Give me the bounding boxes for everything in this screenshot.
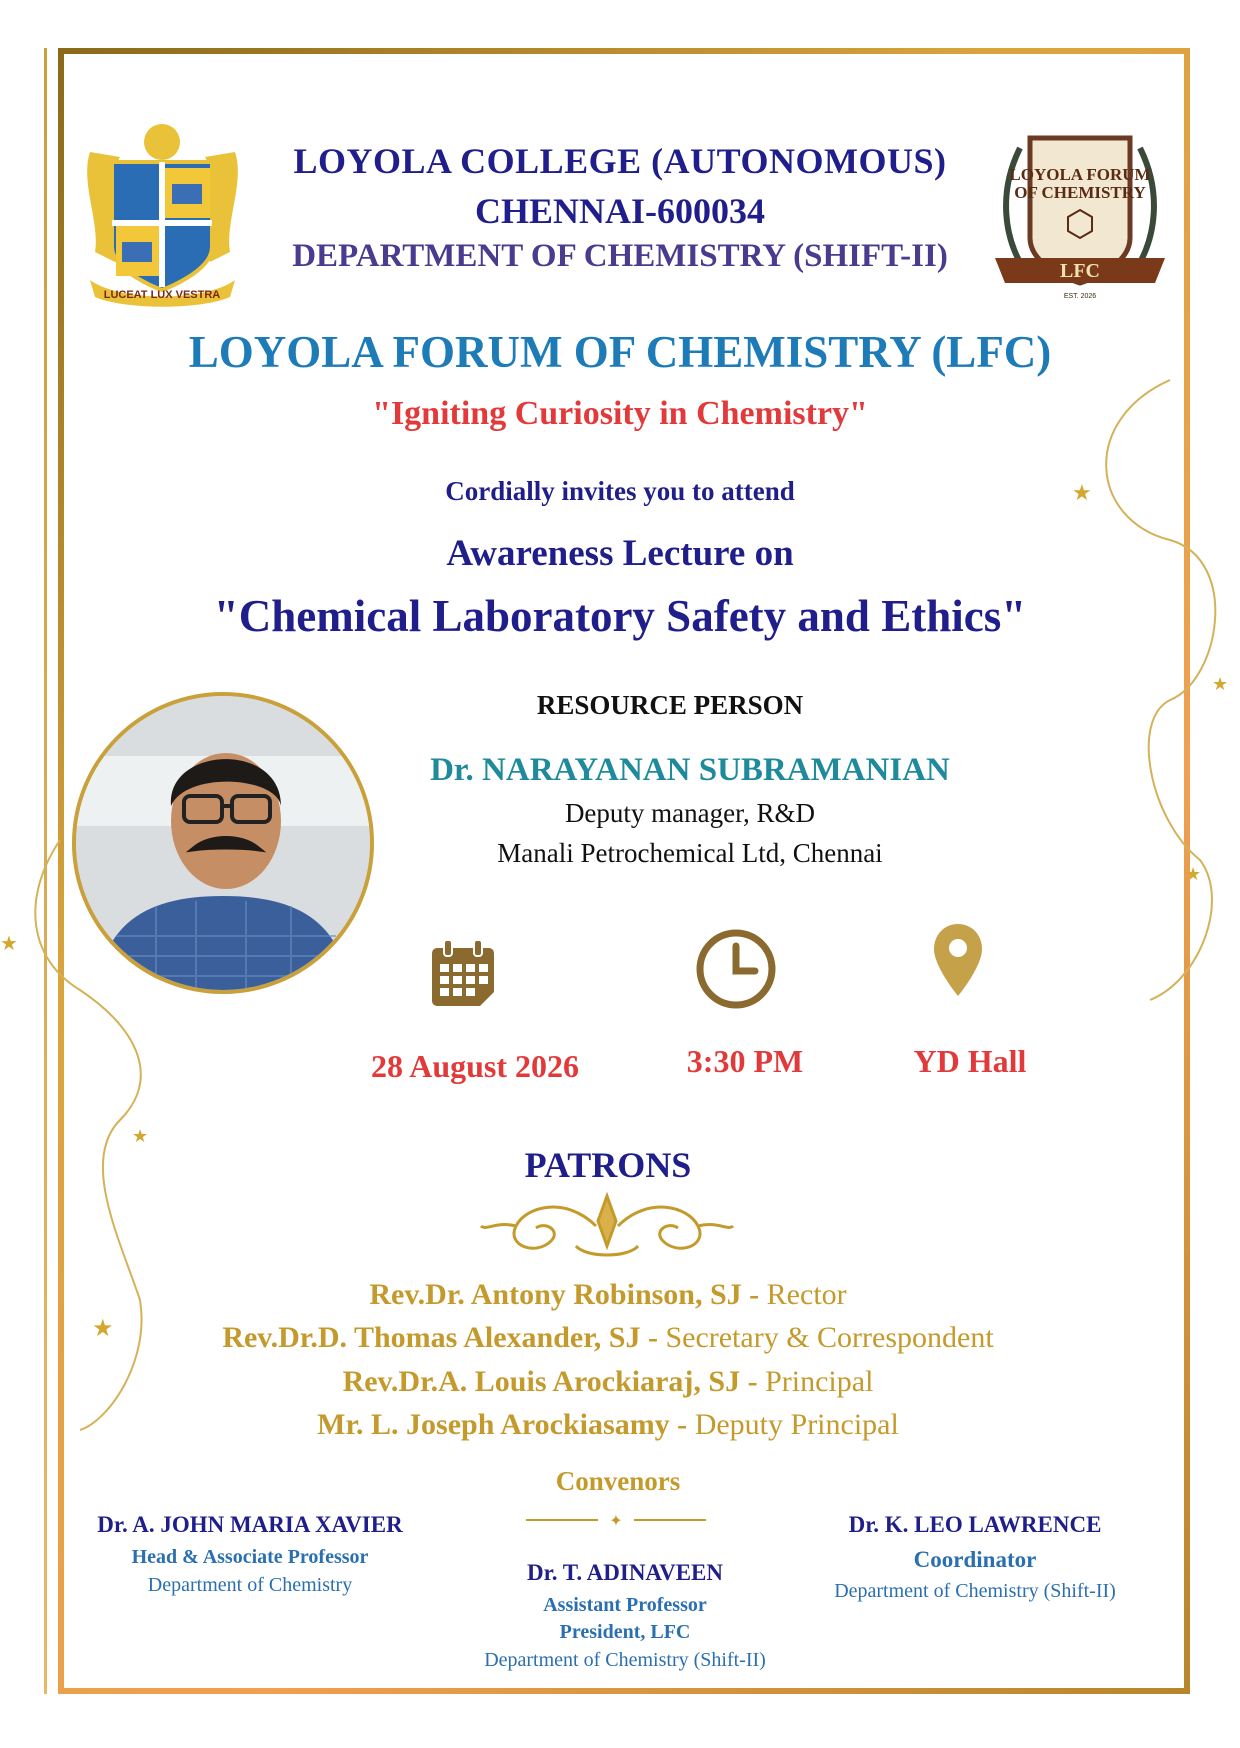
patron-name: Rev.Dr. Antony Robinson, SJ - — [369, 1278, 767, 1311]
college-city: CHENNAI-600034 — [474, 191, 765, 231]
forum-tagline: "Igniting Curiosity in Chemistry" — [372, 395, 868, 432]
patron-row — [0, 1365, 1216, 1399]
patron-role: Rector — [766, 1278, 847, 1311]
svg-text:★: ★ — [1212, 674, 1229, 694]
svg-text:★: ★ — [92, 1316, 114, 1342]
svg-text:EST. 2026: EST. 2026 — [1063, 293, 1097, 300]
svg-text:LOYOLA FORUM: LOYOLA FORUM — [1009, 165, 1151, 184]
invitation-line: Cordially invites you to attend — [445, 476, 795, 506]
svg-text:LFC: LFC — [1060, 260, 1100, 282]
convenor-left-dept: Department of Chemistry — [147, 1574, 353, 1596]
patron-role: Secretary & Correspondent — [665, 1321, 994, 1354]
resource-person-label: RESOURCE PERSON — [536, 690, 804, 720]
convenor-center-dept: Department of Chemistry (Shift-II) — [484, 1649, 766, 1671]
convenors-divider — [526, 1512, 706, 1533]
resource-person-organization: Manali Petrochemical Ltd, Chennai — [497, 838, 883, 868]
patron-row — [0, 1321, 1216, 1355]
resource-person-name: Dr. NARAYANAN SUBRAMANIAN — [430, 752, 950, 788]
convenor-center-name: Dr. T. ADINAVEEN — [527, 1560, 723, 1585]
svg-text:LUCEAT LUX VESTRA: LUCEAT LUX VESTRA — [103, 289, 221, 301]
svg-text:✦: ✦ — [609, 1513, 623, 1528]
convenors-heading: Convenors — [555, 1466, 681, 1496]
location-pin-icon — [932, 922, 984, 1003]
svg-text:★: ★ — [1072, 480, 1092, 505]
svg-text:OF CHEMISTRY: OF CHEMISTRY — [1014, 183, 1146, 202]
event-venue: YD Hall — [913, 1043, 1027, 1079]
svg-text:★: ★ — [0, 933, 18, 955]
convenor-center-role2: President, LFC — [559, 1621, 691, 1643]
forum-name: LOYOLA FORUM OF CHEMISTRY (LFC) — [188, 327, 1052, 377]
convenor-right-role: Coordinator — [913, 1547, 1037, 1572]
convenor-right-dept: Department of Chemistry (Shift-II) — [834, 1580, 1116, 1602]
college-name: LOYOLA COLLEGE (AUTONOMOUS) — [293, 141, 947, 181]
event-title: "Chemical Laboratory Safety and Ethics" — [213, 591, 1027, 641]
patron-row — [0, 1408, 1216, 1442]
convenor-center-role: Assistant Professor — [543, 1594, 707, 1616]
event-time: 3:30 PM — [686, 1043, 804, 1079]
patron-row — [0, 1278, 1216, 1312]
svg-text:★: ★ — [132, 1126, 149, 1146]
svg-text:★: ★ — [1185, 864, 1202, 884]
resource-person-photo — [72, 692, 374, 994]
resource-person-role: Deputy manager, R&D — [564, 798, 816, 828]
patron-role: Principal — [765, 1365, 874, 1398]
patron-name: Rev.Dr.A. Louis Arockiaraj, SJ - — [342, 1365, 766, 1398]
patron-name: Mr. L. Joseph Arockiasamy - — [317, 1408, 695, 1441]
event-date: 28 August 2026 — [370, 1048, 580, 1084]
ornament-divider — [476, 1186, 738, 1271]
calendar-icon — [430, 938, 496, 1015]
clock-icon — [695, 928, 777, 1015]
patron-name: Rev.Dr.D. Thomas Alexander, SJ - — [222, 1321, 666, 1354]
patrons-heading: PATRONS — [524, 1145, 692, 1185]
department-name: DEPARTMENT OF CHEMISTRY (SHIFT-II) — [292, 238, 948, 274]
convenor-left-name: Dr. A. JOHN MARIA XAVIER — [97, 1512, 403, 1537]
patron-role: Deputy Principal — [694, 1408, 899, 1441]
convenor-left-role: Head & Associate Professor — [131, 1546, 369, 1568]
convenor-right-name: Dr. K. LEO LAWRENCE — [848, 1512, 1102, 1537]
event-type: Awareness Lecture on — [446, 533, 794, 574]
